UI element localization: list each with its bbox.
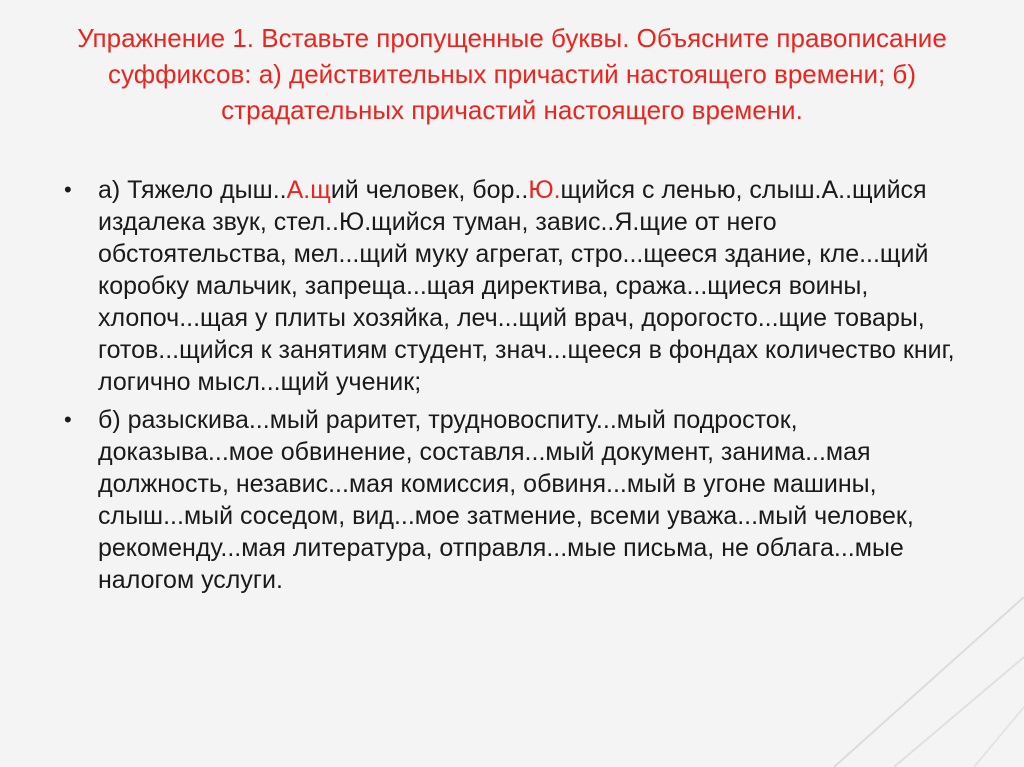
text-segment: б) разыскива...мый раритет, трудновоспиту...мый подросток, доказыва...мое обвинение, составля...мый документ, занима...мая должность, независ...мая комиссия, обвиня...мый в угоне машины, слыш...мый соседом, вид...мое затмение, всеми уважа...мый человек, рекоменду...мая литература, отправля...мые письма, не облага...мые налогом услуги. <box>98 406 914 594</box>
text-segment: а) Тяжело дыш.. <box>98 176 287 204</box>
item-text <box>98 176 955 396</box>
highlight-segment: Ю. <box>528 176 561 204</box>
slide-title: Упражнение 1. Вставьте пропущенные буквы. Объясните правописание суффиксов: а) действительных причастий настоящего времени; б) страдательных причастий настоящего времени. <box>77 23 947 125</box>
text-segment: щийся с ленью, слыш.А..щийся издалека звук, стел..Ю.щийся туман, завис..Я.щие от него обстоятельства, мел...щий муку агрегат, стро...щееся здание, кле...щий коробку мальчик, запреща...щая директива, сража...щиеся воины, хлопоч...щая у плиты хозяйка, леч...щий врач, дорогосто...щие товары, готов...щийся к занятиям студент, знач...щееся в фондах количество книг, логично мысл...щий ученик; <box>98 176 955 396</box>
text-segment: ий человек, бор.. <box>330 176 529 204</box>
list-item <box>64 174 964 398</box>
bullet-icon: • <box>64 177 72 202</box>
item-text <box>98 406 914 594</box>
bullet-icon: • <box>64 407 72 432</box>
list-item <box>64 404 964 596</box>
exercise-list <box>64 174 964 602</box>
corner-decoration <box>814 597 1024 767</box>
highlight-segment: А.щ <box>286 176 331 204</box>
